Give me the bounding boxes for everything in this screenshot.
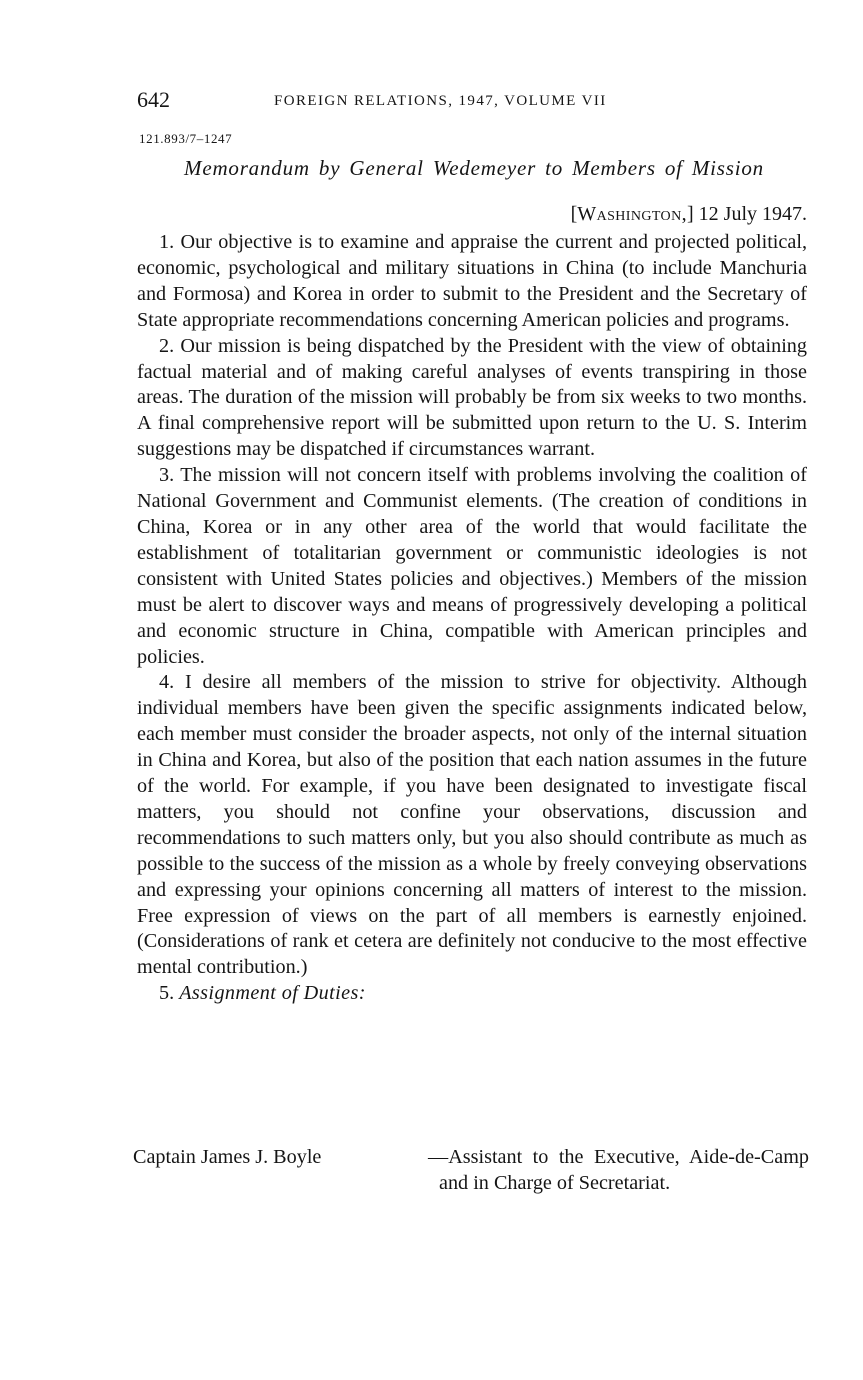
- document-title: Memorandum by General Wedemeyer to Members of Mission: [184, 156, 764, 180]
- running-head: FOREIGN RELATIONS, 1947, VOLUME VII: [274, 93, 607, 109]
- paragraph-mission-scope: 3. The mission will not concern itself with problems involving the coalition of National Government and Communist elements. (The creation of conditions in China, Korea or in any other area of the world that would facilitate the establishment of totalitarian government or communistic ideologies is not consistent with United States policies and objectives.) Members of the mission must be alert to discover ways and means of progressively developing a political and economic structure in China, compatible with American principles and policies.: [137, 464, 807, 668]
- paragraph-objective: 1. Our objective is to examine and appraise the current and projected political, economic, psychological and military situations in China (to include Manchuria and Formosa) and Korea in order to submit to the President and the Secretary of State appropriate recommendations concerning American policies and programs.: [137, 231, 807, 331]
- assignment-list: [133, 1145, 809, 1197]
- paragraph-mission-dispatch: 2. Our mission is being dispatched by the President with the view of obtaining factual material and of making careful analyses of events transpiring in those areas. The duration of the mission will probably be from six weeks to two months. A final comprehensive report will be submitted upon return to the U. S. Interim suggestions may be dispatched if circumstances warrant.: [137, 334, 807, 461]
- assignment-duty: —Assistant to the Executive, Aide-de-Camp and in Charge of Secretariat.: [428, 1146, 809, 1194]
- dateline-open-bracket: [: [570, 203, 578, 225]
- page-header: [137, 86, 807, 116]
- paragraph-objectivity: 4. I desire all members of the mission to strive for objectivity. Although individual members have been given the specific assignments indicated below, each member must consider the broader aspects, not only of the internal situation in China and Korea, but also of the position that each nation assumes in the future of the world. For example, if you have been designated to investigate fiscal matters, you should not confine your observations, discussion and recommendations to such matters only, but you also should contribute as much as possible to the success of the mission as a whole by freely conveying observations and expressing your opinions concerning all matters of interest to the mission. Free expression of views on the part of all members is earnestly enjoined. (Considerations of rank et cetera are definitely not conducive to the most effective mental contribution.): [137, 671, 807, 979]
- assignment-row: [133, 1145, 809, 1197]
- assignment-person: Captain James J. Boyle: [133, 1146, 322, 1168]
- memorandum-body: [137, 230, 807, 1007]
- page-number: 642: [137, 87, 170, 112]
- file-number: 121.893/7–1247: [139, 131, 233, 146]
- assignment-heading: [137, 981, 807, 1007]
- dateline-date: 12 July 1947.: [693, 203, 807, 225]
- dateline: [571, 201, 807, 227]
- assignment-heading-label: Assignment of Duties:: [179, 982, 366, 1005]
- assignment-heading-number: 5.: [159, 982, 180, 1005]
- dateline-close-bracket: ]: [686, 203, 694, 225]
- dateline-place: Washington,: [577, 203, 687, 225]
